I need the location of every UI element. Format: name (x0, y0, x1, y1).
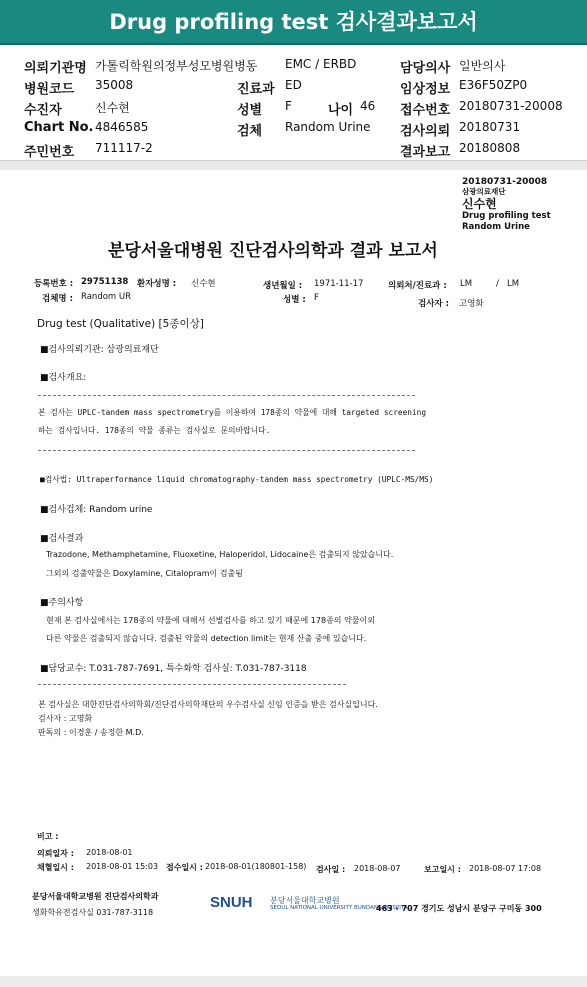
patient-info-panel (0, 50, 587, 158)
value-report-time: 2018-08-07 17:08 (469, 864, 542, 873)
overview-line-2: 하는 검사입니다. 178종의 약물 종류는 검사실로 문의바랍니다. (38, 426, 271, 435)
label-patient-name: 환자성명 : (137, 279, 177, 289)
stamp-lab-name: 삼광의료재단 (462, 187, 506, 196)
label-specimen-name: 검체명 : (42, 294, 73, 304)
report-heading: 분당서울대병원 진단검사의학과 결과 보고서 (108, 241, 438, 261)
stamp-patient-name: 신수현 (462, 197, 497, 211)
value-request-date: 20180731 (459, 120, 521, 134)
value-department: ED (285, 78, 302, 92)
label-reg-no: 등록번호 : (34, 279, 74, 289)
value-chart-no: 4846585 (95, 120, 149, 134)
label-report-date: 결과보고 (400, 145, 451, 160)
value-request-date-footer: 2018-08-01 (86, 848, 133, 857)
stamp-receipt-no: 20180731-20008 (462, 177, 548, 187)
section-result-heading: ■검사결과 (40, 534, 84, 544)
value-requesting-institution: 가톨릭학원의정부성모병원병동 (95, 59, 258, 73)
tester-line: 검사자 : 고명화 (38, 714, 93, 723)
label-receipt-no: 접수번호 (400, 103, 451, 118)
value-sex: F (285, 99, 292, 113)
bottom-margin (0, 976, 587, 987)
label-report-time: 보고일시 : (424, 865, 461, 874)
label-department: 진료과 (237, 82, 275, 97)
value-dob: 1971-11-17 (314, 279, 364, 289)
value-age: 46 (360, 99, 376, 113)
stamp-test-name: Drug profiling test (462, 211, 551, 221)
caution-line-1: 현재 본 검사실에서는 178종의 약물에 대해서 선별검사를 하고 있기 때문에 178종의 약물이외 (46, 616, 375, 625)
value-clinical-info: E36F50ZP0 (459, 78, 528, 92)
label-patient: 수진자 (24, 103, 62, 118)
value-test-date: 2018-08-07 (354, 864, 401, 873)
caution-line-2: 다른 약물은 검출되지 않습니다. 검출된 약물의 detection limit는 현재 산출 중에 있습니다. (46, 634, 367, 643)
result-line-1: Trazodone, Methamphetamine, Fluoxetine, Haloperidol, Lidocaine은 검출되지 않았습니다. (46, 550, 394, 559)
snuh-logo-korean: 분당서울대학교병원 (270, 896, 340, 905)
section-specimen: ■검사검체: Random urine (40, 505, 153, 515)
value-resident-no: 711117-2 (95, 141, 153, 155)
value-dept-sep: / (496, 279, 499, 289)
bottom-dept: 분당서울대학교병원 진단검사의학과 (32, 892, 159, 901)
value-dept-2: LM (507, 279, 520, 289)
value-receipt-time: 2018-08-01(180801-158) (205, 862, 307, 871)
label-tester: 검사자 : (418, 299, 449, 309)
label-receipt-time: 접수일시 : (166, 863, 203, 872)
divider (38, 450, 415, 451)
overview-line-1: 본 검사는 UPLC-tandem mass spectrometry를 이용하여 178종의 약물에 대해 targeted screening (38, 408, 427, 417)
snuh-logo-english: SEOUL NATIONAL UNIVERSITY BUNDANG HOSPITAL (270, 905, 411, 911)
label-chart-no: Chart No. (24, 120, 94, 135)
label-dept: 의뢰처/진료과 : (388, 281, 447, 291)
value-specimen: Random Urine (285, 120, 371, 134)
result-line-2: 그외의 검출약물은 Doxylamine, Citalopram이 검출됨 (46, 569, 243, 578)
label-sex-report: 성별 : (283, 295, 306, 305)
value-sex-report: F (314, 293, 319, 303)
accreditation-line: 본 검사실은 대한진단검사의학회/진단검사의학재단의 우수검사실 신임 인증을 받은 검사실입니다. (38, 700, 378, 709)
value-patient: 신수현 (95, 101, 130, 115)
label-sex: 성별 (237, 103, 263, 118)
label-requesting-institution: 의뢰기관명 (24, 61, 87, 76)
label-clinical-info: 임상정보 (400, 82, 451, 97)
value-doctor: 일반의사 (459, 59, 506, 73)
section-overview-heading: ■검사개요: (40, 373, 87, 383)
section-contact: ■담당교수: T.031-787-7691, 특수화학 검사실: T.031-787-3118 (40, 664, 307, 674)
value-hospital-code: 35008 (95, 78, 134, 92)
value-receipt-no: 20180731-20008 (459, 99, 563, 113)
value-dept-1: LM (460, 279, 473, 289)
label-request-date-footer: 의뢰일자 : (37, 849, 74, 858)
section-method: ■검사법: Ultraperformance liquid chromatography-tandem mass spectrometry (UPLC-MS/MS) (40, 475, 434, 484)
value-reg-no: 29751138 (81, 277, 129, 287)
label-collection-time: 채혈일시 : (37, 863, 74, 872)
section-caution-heading: ■주의사항 (40, 598, 84, 608)
value-tester: 고영화 (459, 299, 484, 309)
value-report-date: 20180808 (459, 141, 521, 155)
label-dob: 생년월일 : (263, 281, 303, 291)
section-institution: ■검사의뢰기관: 삼광의료재단 (40, 345, 159, 355)
value-patient-name: 신수현 (191, 279, 216, 289)
label-test-date: 검사일 : (316, 865, 346, 874)
label-remarks: 비고 : (37, 832, 59, 841)
page-title: Drug profiling test 검사결과보고서 (109, 10, 478, 34)
bottom-address: 463 - 707 경기도 성남시 분당구 구미동 300 (376, 904, 542, 913)
reader-line: 판독의 : 이경훈 / 송정한 M.D. (38, 728, 144, 737)
divider (38, 684, 346, 685)
value-ward: EMC / ERBD (285, 57, 357, 71)
snuh-logo: SNUH (210, 894, 253, 911)
label-hospital-code: 병원코드 (24, 82, 75, 97)
divider (38, 395, 415, 396)
stamp-specimen: Random Urine (462, 222, 530, 232)
value-specimen-name: Random UR (81, 292, 132, 302)
test-title: Drug test (Qualitative) [5종이상] (37, 318, 204, 330)
value-collection-time: 2018-08-01 15:03 (86, 862, 159, 871)
label-doctor: 담당의사 (400, 61, 451, 76)
label-specimen: 검체 (237, 124, 263, 139)
label-age: 나이 (328, 103, 354, 118)
label-resident-no: 주민번호 (24, 145, 75, 160)
label-request-date: 검사의뢰 (400, 124, 451, 139)
bottom-lab-phone: 생화학유전검사실 031-787-3118 (32, 908, 154, 917)
report-title-bar (0, 0, 587, 45)
scanned-report (0, 170, 587, 976)
